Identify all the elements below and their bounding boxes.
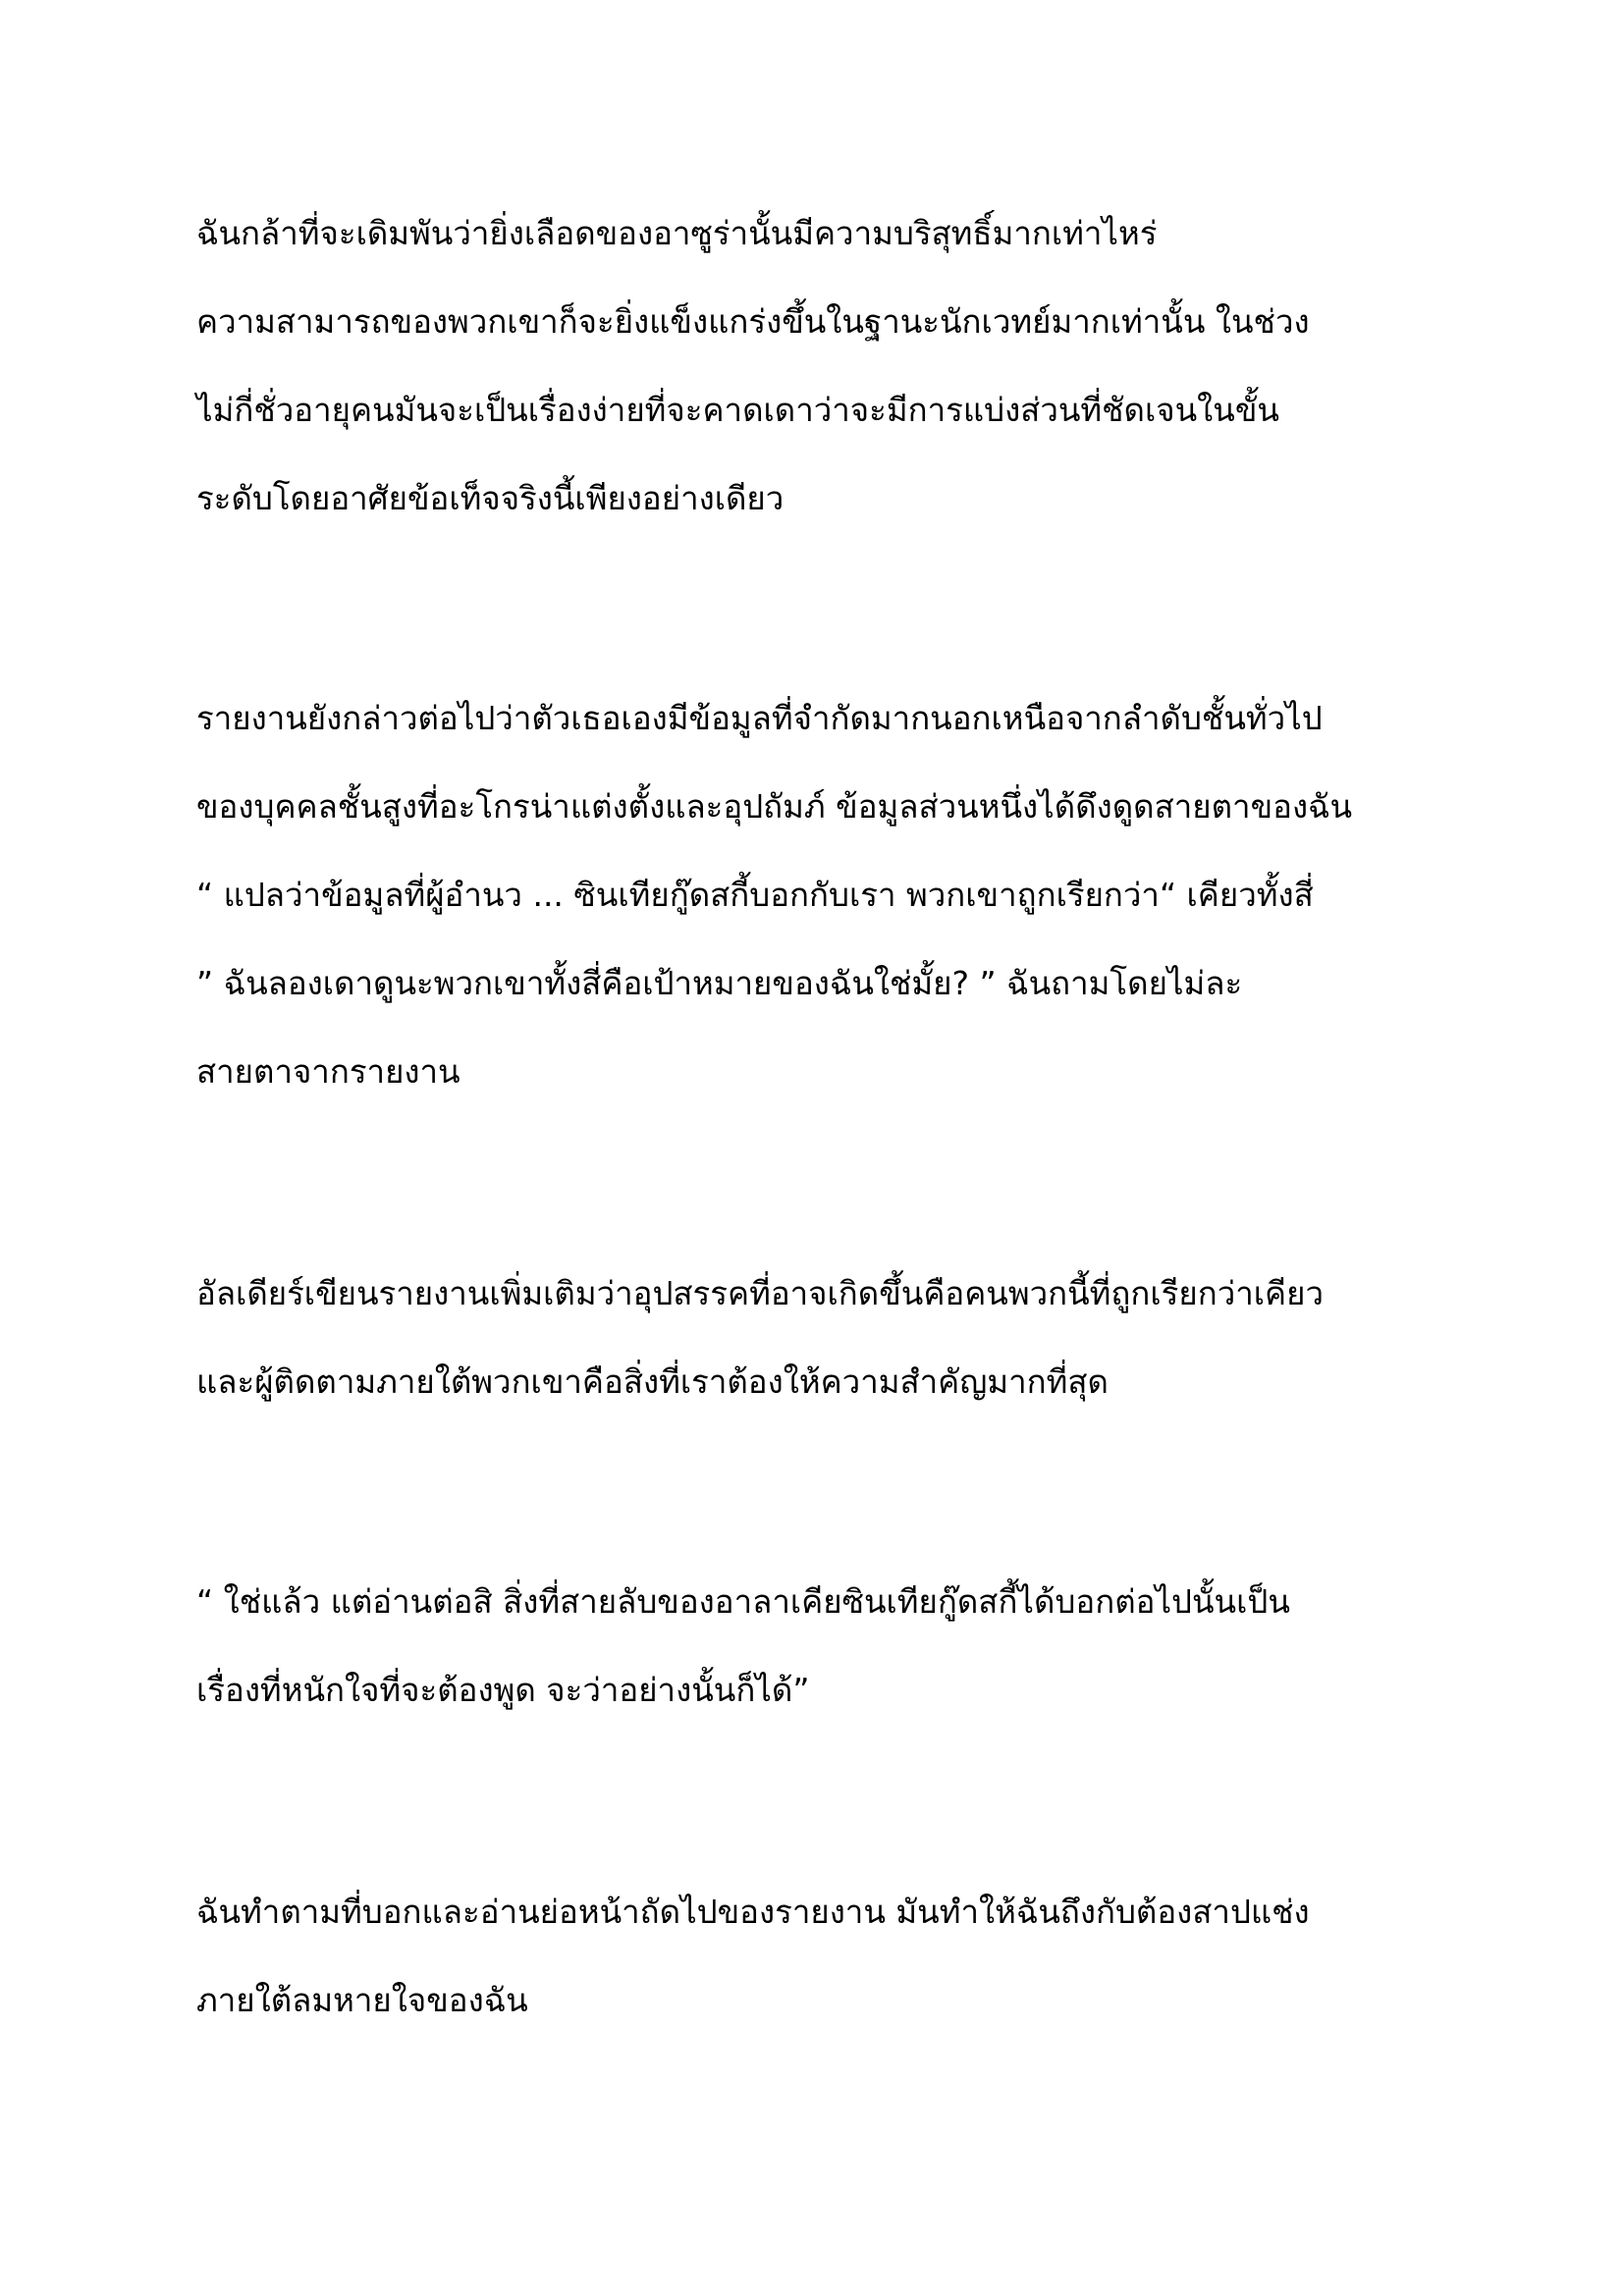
text-line: ของบุคคลชั้นสูงที่อะโกรน่าแต่งตั้งและอุปถัมภ์ ข้อมูลส่วนหนึ่งได้ดึงดูดสายตาของฉัน: [196, 787, 1353, 826]
text-line: ภายใต้ลมหายใจของฉัน: [196, 1981, 528, 2019]
text-line: รายงานยังกล่าวต่อไปว่าตัวเธอเองมีข้อมูลที่จำกัดมากนอกเหนือจากลำดับชั้นทั่วไป: [196, 699, 1323, 737]
text-line: ฉันทำตามที่บอกและอ่านย่อหน้าถัดไปของรายงาน มันทำให้ฉันถึงกับต้องสาปแช่ง: [196, 1893, 1310, 1931]
text-line: สายตาจากรายงาน: [196, 1052, 460, 1091]
text-line: อัลเดียร์เขียนรายงานเพิ่มเติมว่าอุปสรรคที่อาจเกิดขึ้นคือคนพวกนี้ที่ถูกเรียกว่าเคียว: [196, 1274, 1324, 1312]
text-line: ความสามารถของพวกเขาก็จะยิ่งแข็งแกร่งขึ้นในฐานะนักเวทย์มากเท่านั้น ในช่วง: [196, 302, 1310, 341]
text-line: ไม่กี่ชั่วอายุคนมันจะเป็นเรื่องง่ายที่จะคาดเดาว่าจะมีการแบ่งส่วนที่ชัดเจนในขั้น: [196, 391, 1279, 429]
text-line: “ แปลว่าข้อมูลที่ผู้อำนว ... ซินเทียกู๊ดสกี้บอกกับเรา พวกเขาถูกเรียกว่า“ เคียวทั้งสี่: [196, 876, 1314, 914]
text-line: ฉันกล้าที่จะเดิมพันว่ายิ่งเลือดของอาซูร่านั้นมีความบริสุทธิ์มากเท่าไหร่: [196, 214, 1158, 252]
text-line: “ ใช่แล้ว แต่อ่านต่อสิ สิ่งที่สายลับของอาลาเคียซินเทียกู๊ดสกี้ได้บอกต่อไปนั้นเป็น: [196, 1582, 1290, 1621]
text-line: ระดับโดยอาศัยข้อเท็จจริงนี้เพียงอย่างเดียว: [196, 479, 785, 517]
text-line: และผู้ติดตามภายใต้พวกเขาคือสิ่งที่เราต้องให้ความสำคัญมากที่สุด: [196, 1362, 1109, 1401]
text-line: ” ฉันลองเดาดูนะพวกเขาทั้งสี่คือเป้าหมายของฉันใช่มั้ย? ” ฉันถามโดยไม่ละ: [196, 964, 1243, 1002]
text-line: เรื่องที่หนักใจที่จะต้องพูด จะว่าอย่างนั้นก็ได้”: [196, 1671, 810, 1709]
